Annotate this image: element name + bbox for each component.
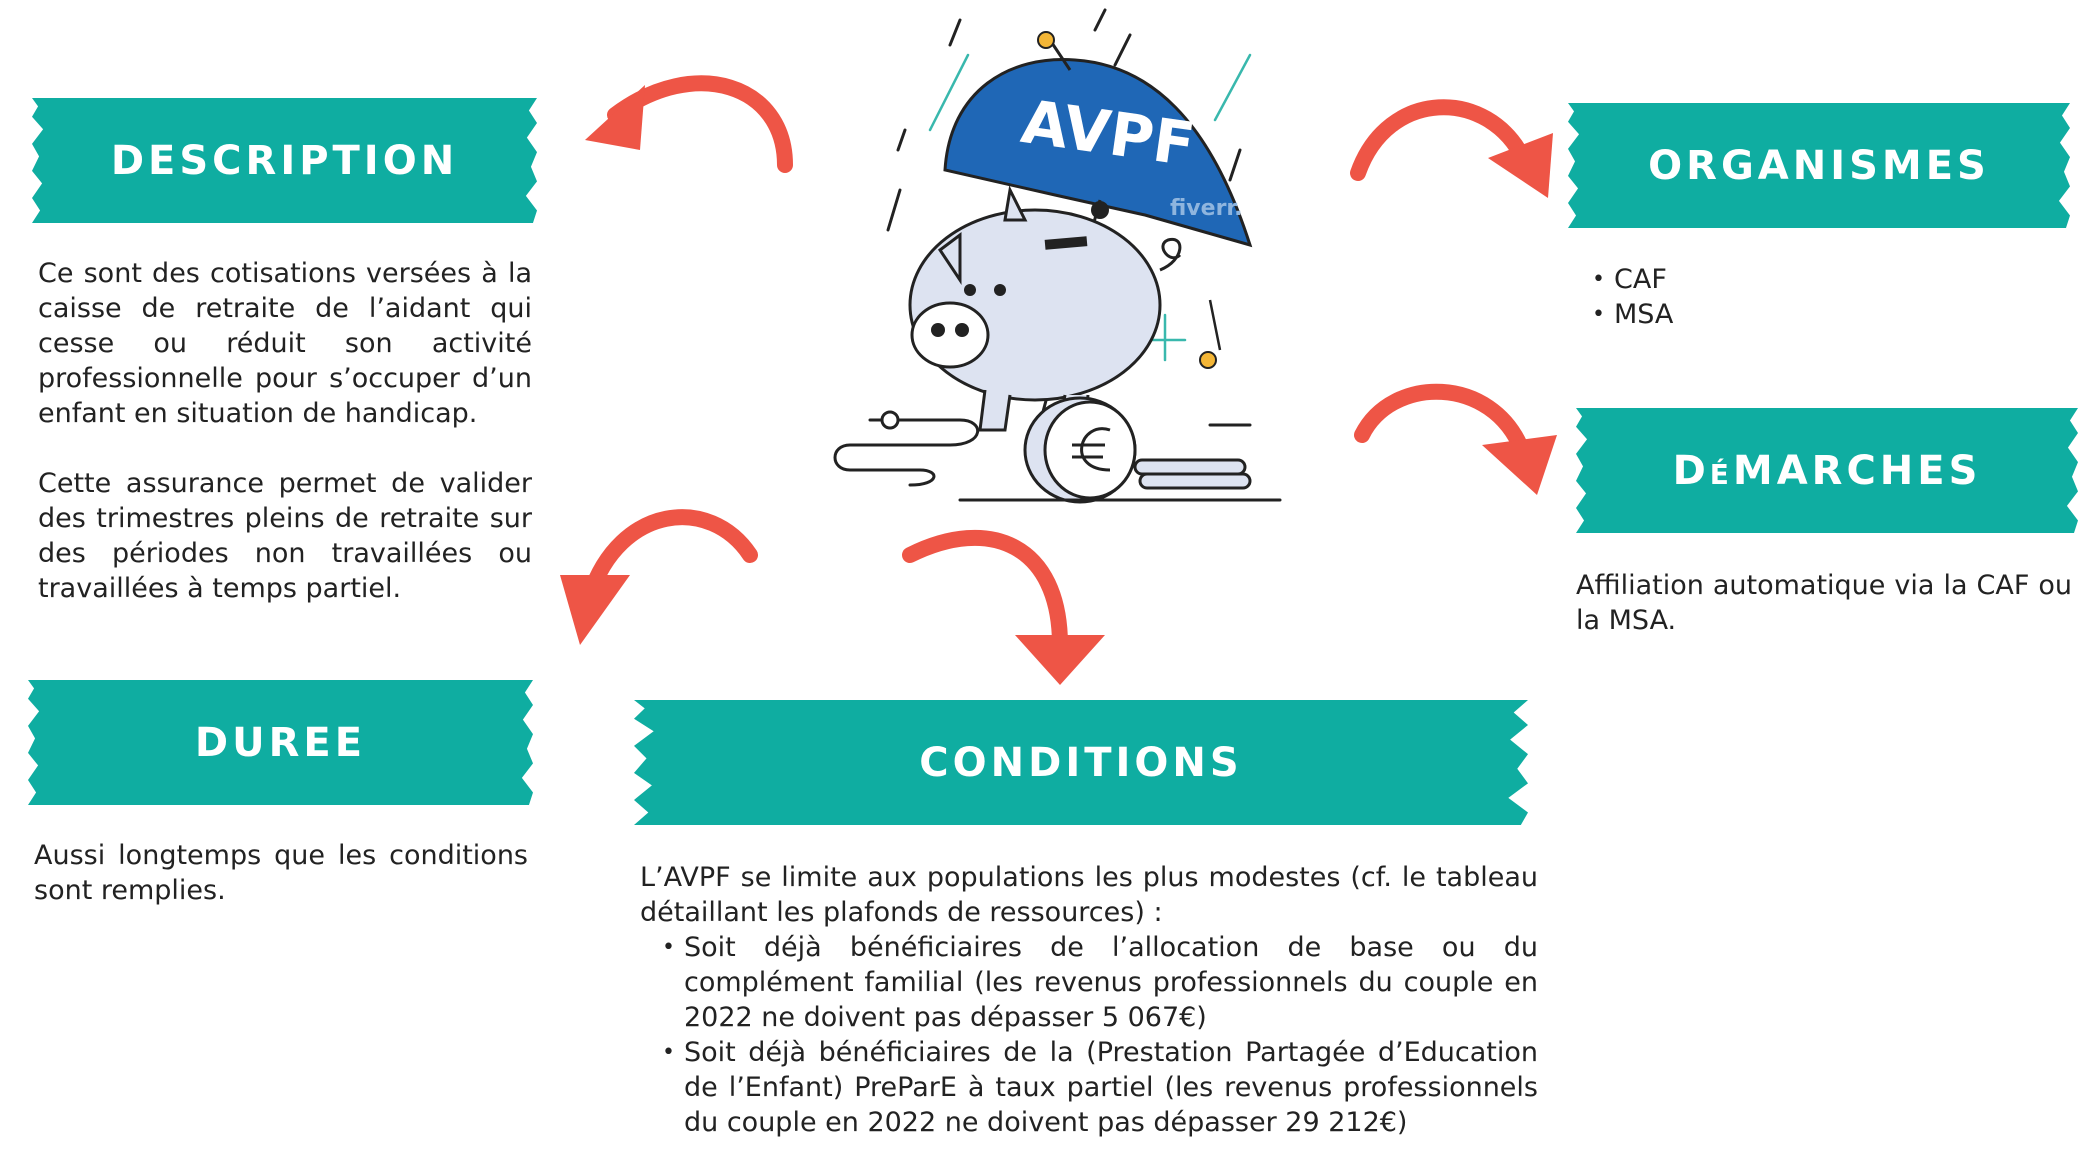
piggy-bank-illustration	[810, 0, 1290, 510]
organismes-item-msa: • MSA	[1614, 297, 1970, 332]
organismes-banner	[1568, 103, 2070, 228]
description-para1: Ce sont des cotisations versées à la caisse de retraite de l’aidant qui cesse ou réduit son activité professionnelle pour s’occuper d’un enfant en situation de handicap.	[38, 258, 532, 429]
conditions-banner	[634, 700, 1528, 825]
demarches-banner	[1576, 408, 2078, 533]
organismes-item-caf: • CAF	[1614, 262, 1970, 297]
description-para2: Cette assurance permet de valider des trimestres pleins de retraite sur des périodes non travaillées ou travaillées à temps partiel.	[38, 468, 532, 604]
organismes-text	[1570, 262, 1970, 332]
description-text	[38, 256, 532, 606]
conditions-text	[640, 860, 1538, 1140]
conditions-intro: L’AVPF se limite aux populations les plus modestes (cf. le tableau détaillant les plafonds de ressources) :	[640, 862, 1538, 928]
demarches-title: DéMARCHES	[1672, 447, 1982, 494]
umbrella-watermark: fiverr.	[1170, 196, 1243, 221]
demarches-text: Affiliation automatique via la CAF ou la MSA.	[1576, 570, 2072, 636]
arrow-to-description	[585, 55, 795, 175]
duree-text: Aussi longtemps que les conditions sont remplies.	[34, 840, 528, 906]
duree-title: DUREE	[194, 719, 367, 766]
conditions-item-2: • Soit déjà bénéficiaires de la (Prestation Partagée d’Education de l’Enfant) PreParE à taux partiel (les revenus professionnels du couple en 2022 ne doivent pas dépasser 29 212€)	[684, 1035, 1538, 1140]
description-banner	[32, 98, 537, 223]
arrow-to-organismes	[1348, 88, 1558, 213]
organismes-title: ORGANISMES	[1648, 142, 1990, 189]
duree-banner	[28, 680, 533, 805]
conditions-title: CONDITIONS	[919, 739, 1243, 786]
conditions-item-1: • Soit déjà bénéficiaires de l’allocation de base ou du complément familial (les revenus professionnels du couple en 2022 ne doivent pas dépasser 5 067€)	[684, 930, 1538, 1035]
description-title: DESCRIPTION	[110, 137, 459, 184]
umbrella-badge-text: AVPF	[1017, 87, 1199, 181]
conditions-list	[640, 930, 1538, 1140]
arrow-to-demarches	[1352, 365, 1562, 500]
arrow-to-duree	[550, 505, 760, 655]
arrow-to-conditions	[900, 525, 1120, 690]
